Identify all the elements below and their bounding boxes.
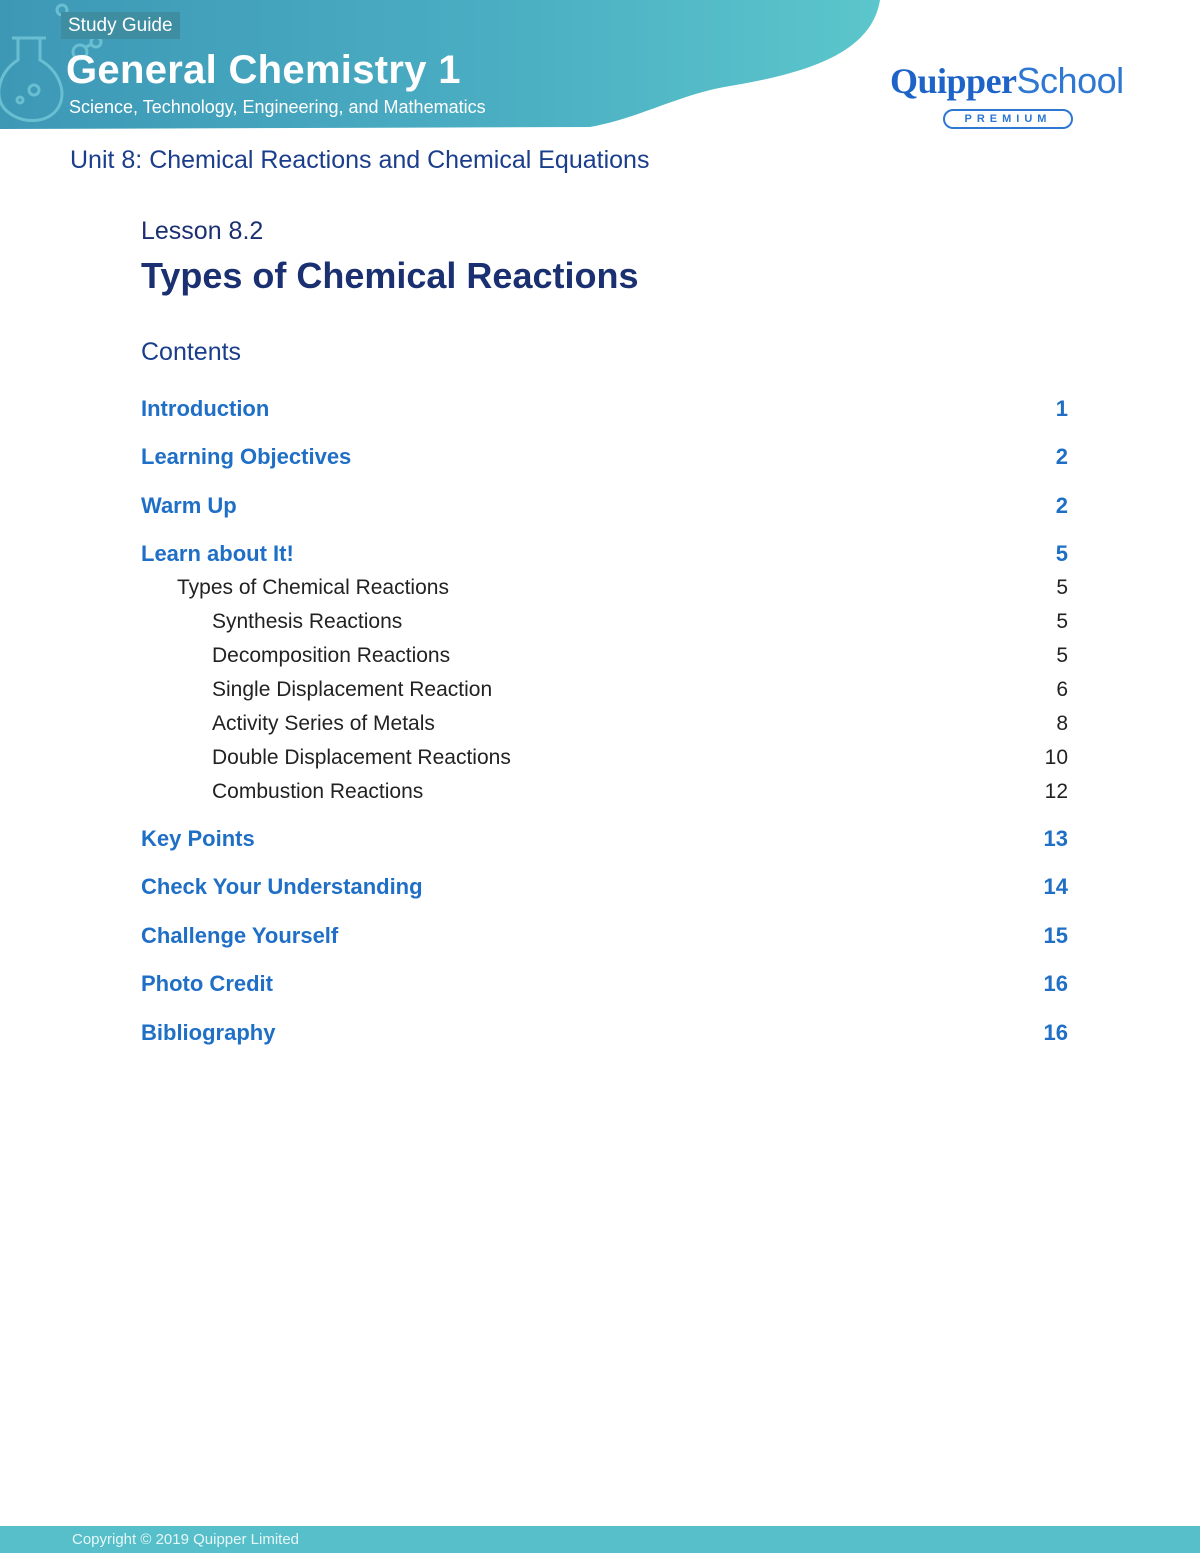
toc-page-number: 5 <box>1056 576 1068 599</box>
lesson-label: Lesson 8.2 <box>141 217 264 245</box>
toc-label: Challenge Yourself <box>141 923 339 948</box>
toc-entry-single-displacement-reaction[interactable] <box>141 675 1068 705</box>
toc-entry-combustion-reactions[interactable] <box>141 777 1068 807</box>
toc-entry-key-points[interactable] <box>141 824 1068 854</box>
toc-page-number: 5 <box>1056 610 1068 633</box>
quipper-school-logo <box>890 60 1135 135</box>
toc-entry-synthesis-reactions[interactable] <box>141 607 1068 637</box>
unit-title: Unit 8: Chemical Reactions and Chemical Equations <box>70 146 650 174</box>
toc-entry-double-displacement-reactions[interactable] <box>141 743 1068 773</box>
toc-page-number: 5 <box>1056 644 1068 667</box>
course-subtitle: Science, Technology, Engineering, and Mathematics <box>69 97 486 117</box>
toc-label: Introduction <box>141 396 270 421</box>
toc-label: Key Points <box>141 826 255 851</box>
toc-entry-introduction[interactable] <box>141 394 1068 424</box>
toc-page-number: 10 <box>1044 746 1068 769</box>
toc-page-number: 16 <box>1043 1020 1068 1045</box>
toc-label: Check Your Understanding <box>141 874 423 899</box>
logo-wordmark <box>890 60 1135 102</box>
copyright-text: Copyright © 2019 Quipper Limited <box>72 1531 300 1548</box>
toc-entry-challenge-yourself[interactable] <box>141 921 1068 951</box>
toc-label: Learn about It! <box>141 541 294 566</box>
toc-entry-bibliography[interactable] <box>141 1018 1068 1048</box>
toc-entry-activity-series-of-metals[interactable] <box>141 709 1068 739</box>
toc-page-number: 5 <box>1055 541 1068 566</box>
toc-label: Double Displacement Reactions <box>212 746 511 769</box>
toc-label: Decomposition Reactions <box>212 644 451 667</box>
contents-heading: Contents <box>141 338 242 366</box>
footer-bar <box>0 1526 1200 1553</box>
toc-label: Learning Objectives <box>141 444 352 469</box>
logo-brand-main: Quipper <box>890 61 1017 101</box>
toc-label: Warm Up <box>141 493 237 518</box>
toc-page-number: 16 <box>1043 971 1068 996</box>
toc-label: Synthesis Reactions <box>212 610 403 633</box>
course-title: General Chemistry 1 <box>66 48 461 92</box>
toc-page-number: 1 <box>1055 396 1068 421</box>
toc-page-number: 14 <box>1043 874 1068 899</box>
toc-entry-learn-about-it[interactable] <box>141 539 1068 569</box>
toc-page-number: 12 <box>1044 780 1068 803</box>
toc-page-number: 13 <box>1043 826 1068 851</box>
toc-label: Activity Series of Metals <box>212 712 435 735</box>
toc-label: Combustion Reactions <box>212 780 424 803</box>
toc-entry-decomposition-reactions[interactable] <box>141 641 1068 671</box>
toc-page-number: 8 <box>1056 712 1068 735</box>
toc-label: Types of Chemical Reactions <box>177 576 449 599</box>
toc-entry-check-your-understanding[interactable] <box>141 872 1068 902</box>
toc-page-number: 2 <box>1055 493 1068 518</box>
toc-page-number: 15 <box>1043 923 1068 948</box>
toc-label: Bibliography <box>141 1020 276 1045</box>
lesson-title: Types of Chemical Reactions <box>141 255 639 296</box>
toc-entry-types-of-chemical-reactions[interactable] <box>141 573 1068 603</box>
toc-label: Photo Credit <box>141 971 273 996</box>
toc-page-number: 2 <box>1055 444 1068 469</box>
toc-label: Single Displacement Reaction <box>212 678 493 701</box>
toc-entry-warm-up[interactable] <box>141 491 1068 521</box>
toc-entry-photo-credit[interactable] <box>141 969 1068 999</box>
premium-badge: PREMIUM <box>943 109 1073 129</box>
logo-brand-second: School <box>1016 60 1124 101</box>
study-guide-badge: Study Guide <box>61 12 180 39</box>
toc-page-number: 6 <box>1056 678 1068 701</box>
toc-entry-learning-objectives[interactable] <box>141 442 1068 472</box>
